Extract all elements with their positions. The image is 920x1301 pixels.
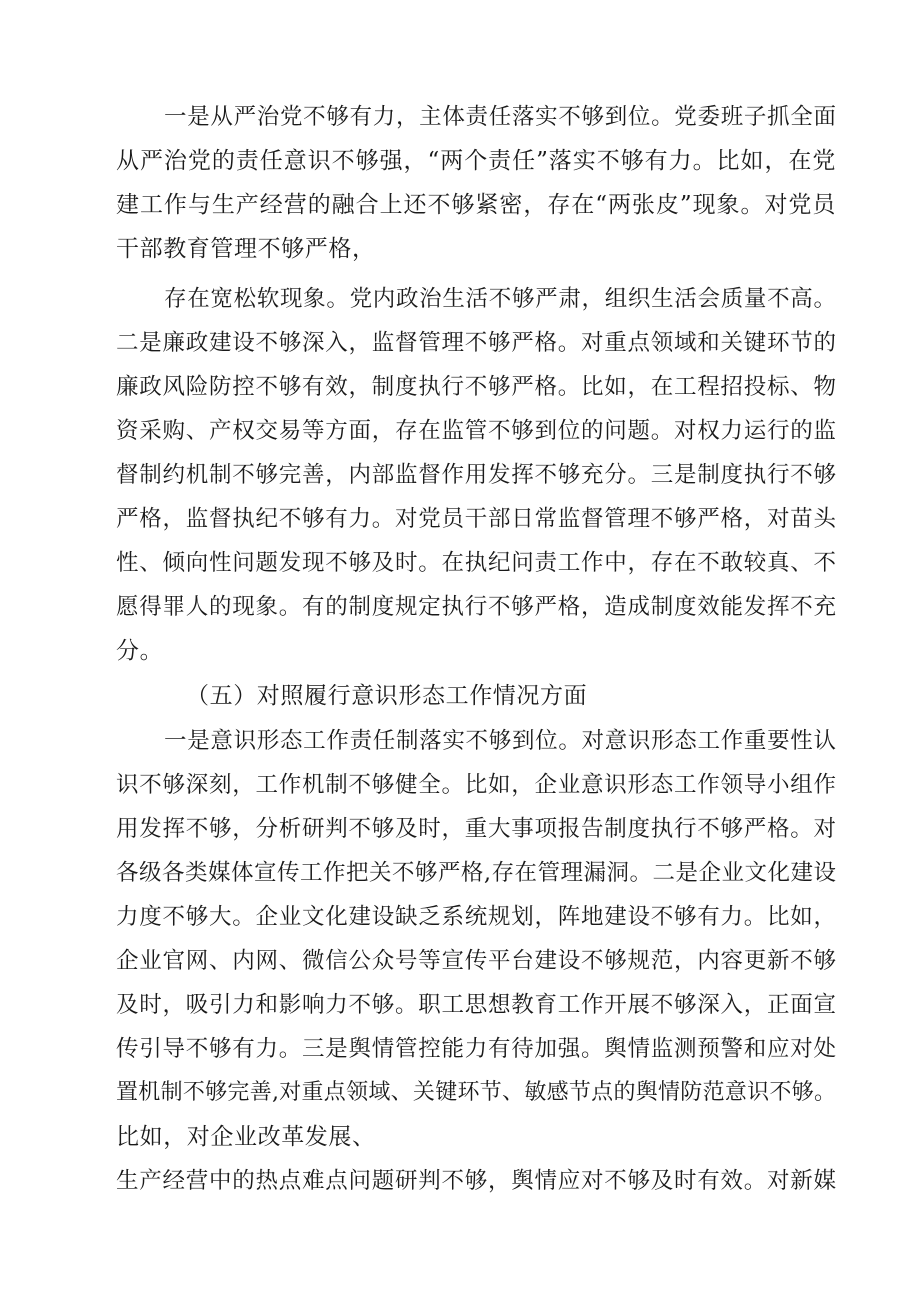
paragraph-line: 各级各类媒体宣传工作把关不够严格,存在管理漏洞。二是企业文化建设 (116, 860, 836, 886)
paragraph-line: 及时，吸引力和影响力不够。职工思想教育工作开展不够深入，正面宣 (116, 992, 836, 1018)
paragraph-line: 性、倾向性问题发现不够及时。在执纪问责工作中，存在不敢较真、不 (116, 550, 836, 576)
paragraph-line: 一是意识形态工作责任制落实不够到位。对意识形态工作重要性认 (164, 728, 836, 754)
paragraph-line: 传引导不够有力。三是舆情管控能力有待加强。舆情监测预警和应对处 (116, 1036, 836, 1062)
paragraph-line: 企业官网、内网、微信公众号等宣传平台建设不够规范，内容更新不够 (116, 948, 836, 974)
paragraph-line: 分。 (116, 638, 164, 664)
paragraph-line: 识不够深刻，工作机制不够健全。比如，企业意识形态工作领导小组作 (116, 772, 836, 798)
paragraph-line: 廉政风险防控不够有效，制度执行不够严格。比如，在工程招投标、物 (116, 374, 836, 400)
paragraph-line: 督制约机制不够完善，内部监督作用发挥不够充分。三是制度执行不够 (116, 462, 836, 488)
paragraph-line: 二是廉政建设不够深入，监督管理不够严格。对重点领域和关键环节的 (116, 330, 836, 356)
paragraph-line: 建工作与生产经营的融合上还不够紧密，存在“两张皮”现象。对党员 (116, 192, 836, 218)
paragraph-line: 置机制不够完善,对重点领域、关键环节、敏感节点的舆情防范意识不够。 (116, 1080, 836, 1105)
paragraph-line: 比如，对企业改革发展、 (116, 1124, 376, 1150)
paragraph-line: 力度不够大。企业文化建设缺乏系统规划，阵地建设不够有力。比如， (116, 904, 836, 930)
paragraph-line: 生产经营中的热点难点问题研判不够，舆情应对不够及时有效。对新媒 (116, 1168, 836, 1194)
paragraph-line: 愿得罪人的现象。有的制度规定执行不够严格，造成制度效能发挥不充 (116, 594, 836, 620)
paragraph-line: 干部教育管理不够严格， (116, 236, 376, 262)
paragraph-line: 存在宽松软现象。党内政治生活不够严肃，组织生活会质量不高。 (164, 286, 836, 312)
paragraph-line: 一是从严治党不够有力，主体责任落实不够到位。党委班子抓全面 (164, 104, 836, 130)
paragraph-line: 用发挥不够，分析研判不够及时，重大事项报告制度执行不够严格。对 (116, 816, 836, 842)
paragraph-line: 严格，监督执纪不够有力。对党员干部日常监督管理不够严格，对苗头 (116, 506, 836, 532)
paragraph-line: 资采购、产权交易等方面，存在监管不够到位的问题。对权力运行的监 (116, 418, 836, 444)
section-heading: （五）对照履行意识形态工作情况方面 (186, 683, 588, 709)
paragraph-line: 从严治党的责任意识不够强，“两个责任”落实不够有力。比如，在党 (116, 148, 836, 174)
